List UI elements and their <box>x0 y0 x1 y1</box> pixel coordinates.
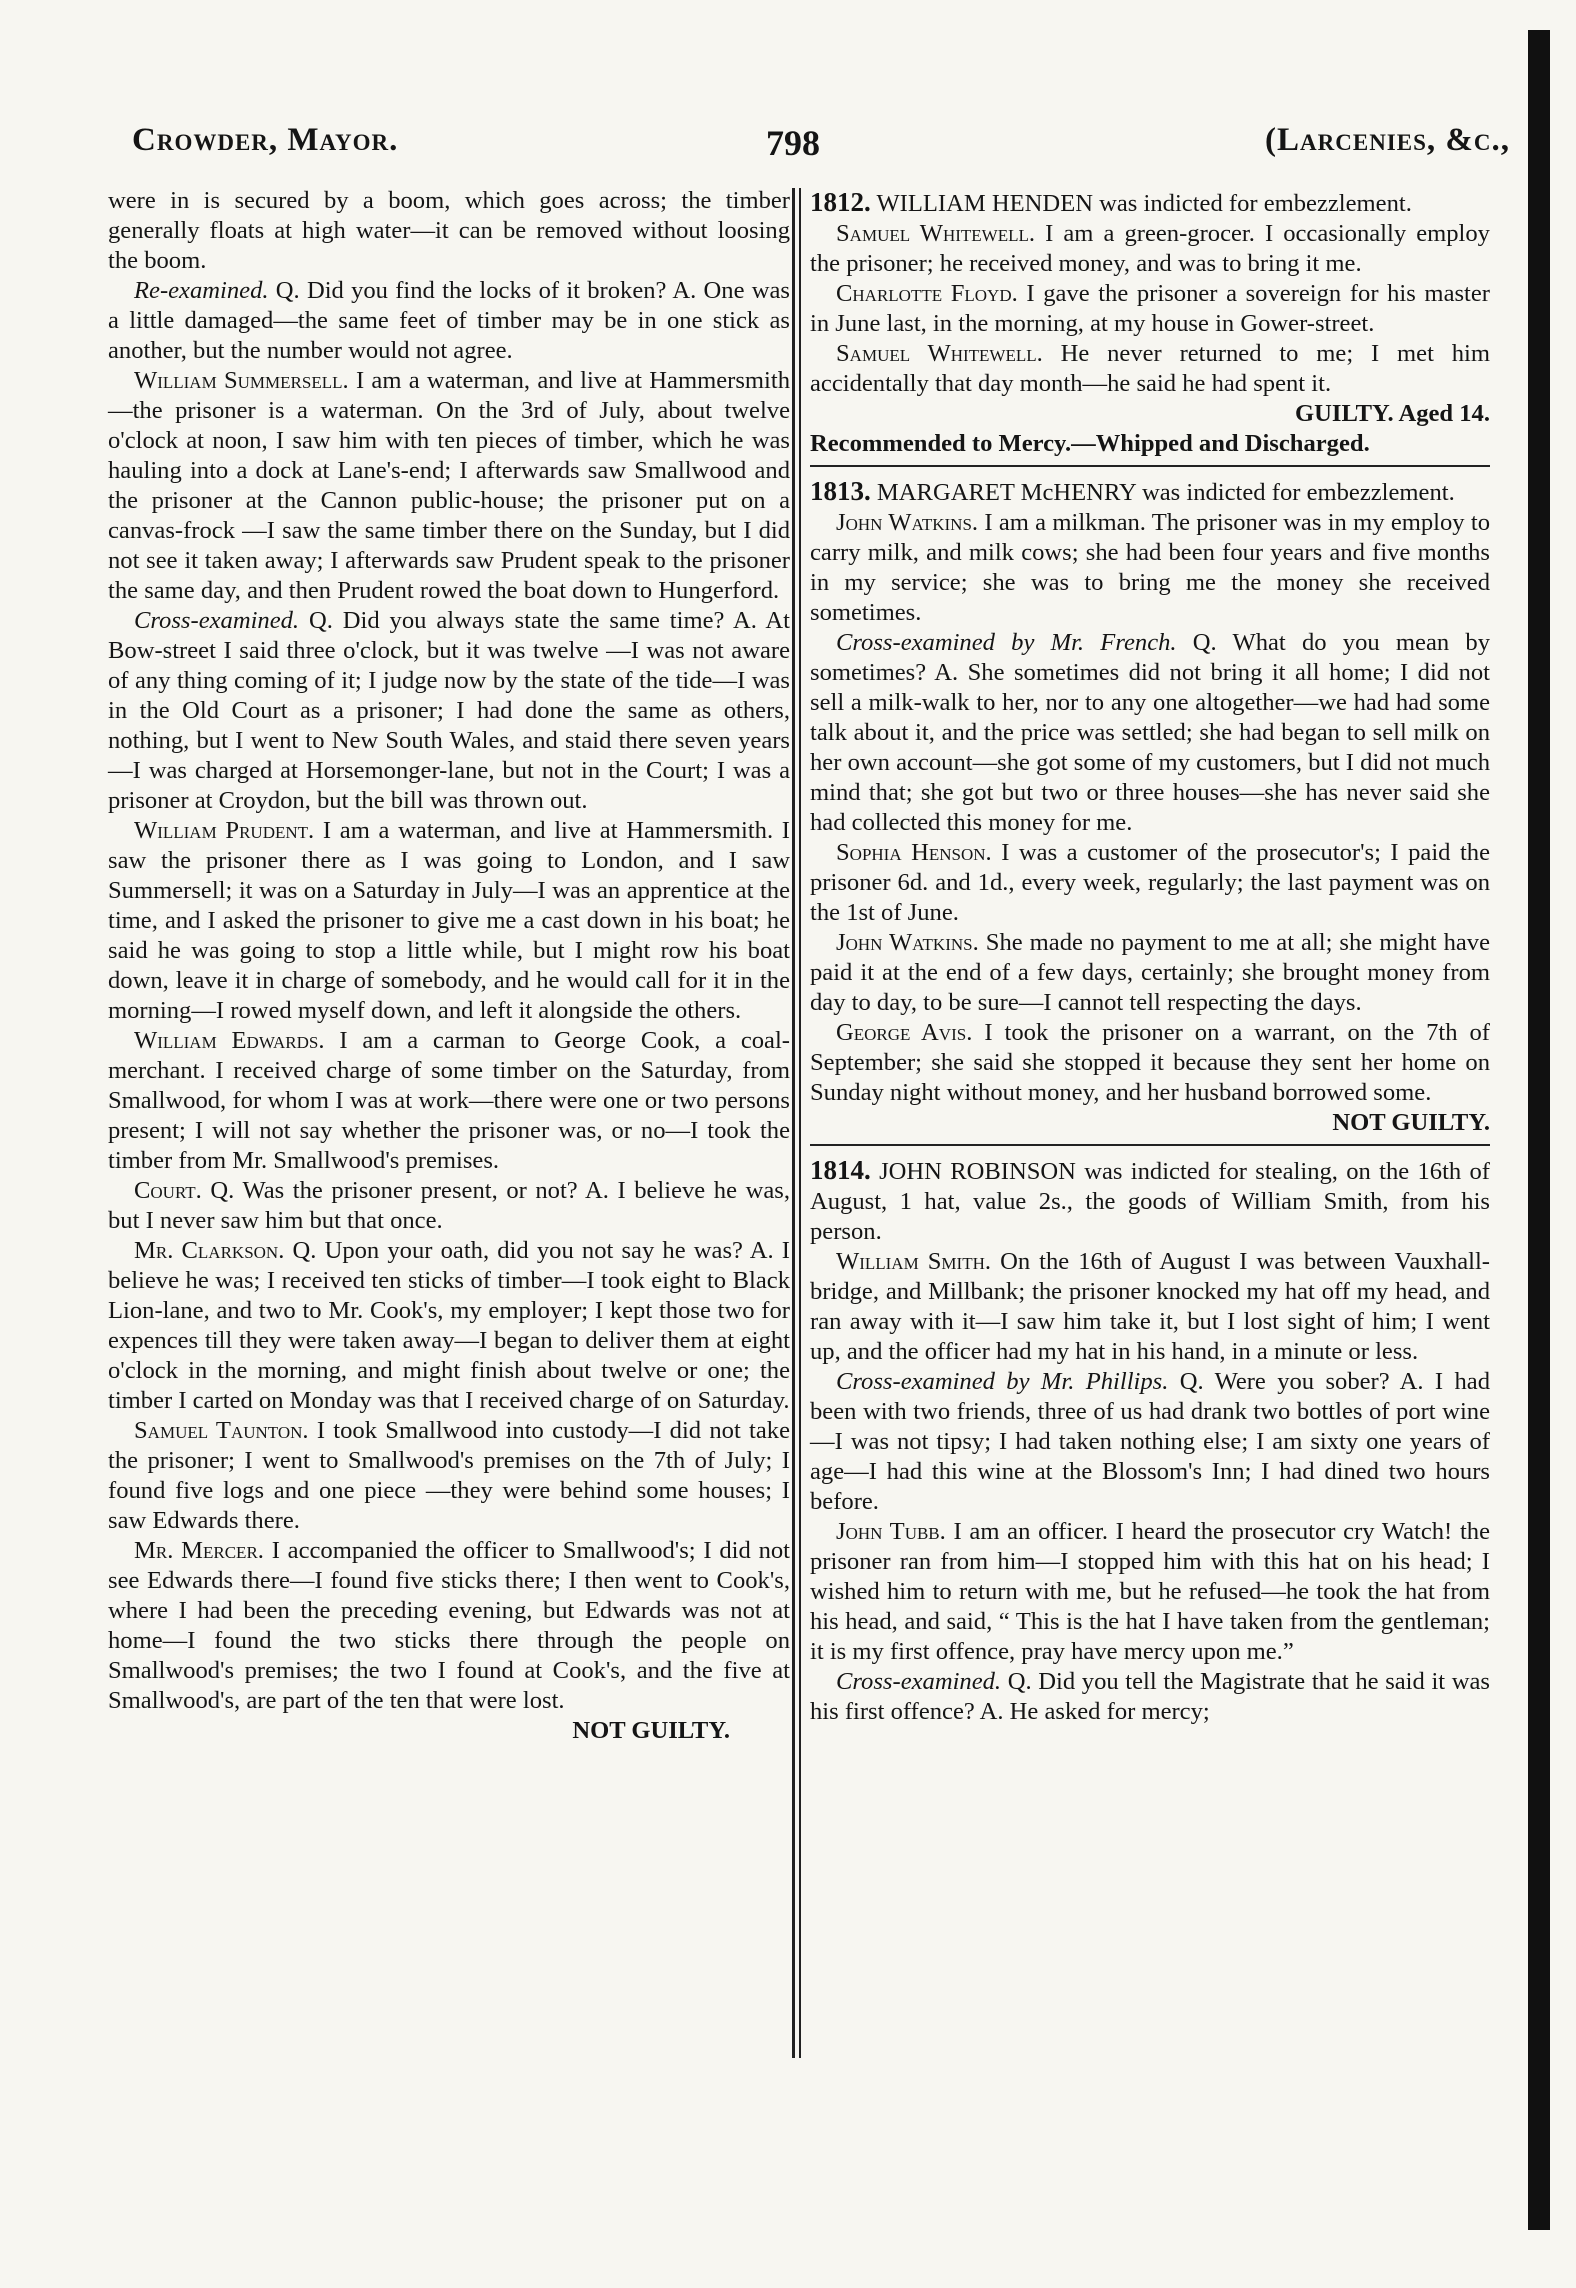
right-column <box>810 186 1490 1727</box>
testimony-paragraph <box>810 508 1490 628</box>
speaker-label: William Edwards. <box>134 1027 325 1054</box>
testimony-paragraph <box>810 838 1490 928</box>
paragraph-text: Q. Did you find the locks of it broken? A. One was a little damaged—the same feet of timber may be in one stick as another, but the number would not agree. <box>108 277 790 364</box>
testimony-paragraph <box>108 606 790 816</box>
paragraph-text: I am a waterman, and live at Hammersmith. I saw the prisoner there as I was going to London, and I saw Summersell; it was on a Saturday in July—I was an apprentice at the time, and I asked the prisoner to give me a cast down in his boat; he said he was going to stop a little while, but I might row his boat down, leave it in charge of somebody, and he would call for it in the morning—I rowed myself down, and left it alongside the others. <box>108 817 790 1024</box>
case-number: 1814. <box>810 1155 871 1185</box>
paragraph-text: Q. Was the prisoner present, or not? A. I believe he was, but I never saw him but that once. <box>108 1177 790 1234</box>
speaker-label: Samuel Whitewell. <box>836 220 1036 247</box>
paragraph-text: I accompanied the officer to Smallwood's; I did not see Edwards there—I found five sticks there; I then went to Cook's, where I had been the preceding evening, but Edwards was not at home—I found the two sticks there through the people on Smallwood's premises; the two I found at Cook's, and the five at Smallwood's, are part of the ten that were lost. <box>108 1537 790 1714</box>
speaker-label: William Prudent. <box>134 817 315 844</box>
speaker-label: John Watkins. <box>836 929 979 956</box>
paragraph-text: Q. Were you sober? A. I had been with two friends, three of us had drank two bottles of port wine—I was not tipsy; I had taken nothing else; I am sixty one years of age—I had this wine at the Blossom's Inn; I had dined two hours before. <box>810 1368 1490 1515</box>
paragraph-text: I gave the prisoner a sovereign for his master in June last, in the morning, at my house in Gower-street. <box>810 280 1490 337</box>
page-header <box>132 122 1510 178</box>
testimony-paragraph <box>108 1416 790 1536</box>
testimony-paragraph <box>810 279 1490 339</box>
speaker-label: Mr. Clarkson. <box>134 1237 285 1264</box>
testimony-paragraph <box>108 1536 790 1716</box>
verdict: GUILTY. Aged 14. <box>1295 400 1490 427</box>
testimony-paragraph <box>810 1517 1490 1667</box>
speaker-label: Court. <box>134 1177 202 1204</box>
speaker-label: Samuel Whitewell. <box>836 340 1043 367</box>
page-binding-edge <box>1528 30 1550 2230</box>
speaker-label: John Watkins. <box>836 509 979 536</box>
paragraph-text: I took Smallwood into custody—I did not take the prisoner; I went to Smallwood's premises on the 7th of July; I found five logs and one piece —they were behind some houses; I saw Edwards there. <box>108 1417 791 1534</box>
testimony-paragraph <box>108 186 790 276</box>
speaker-label: Cross-examined by Mr. Phillips. <box>836 1368 1169 1395</box>
testimony-paragraph <box>108 1176 790 1236</box>
speaker-label: Cross-examined. <box>836 1668 1002 1695</box>
speaker-label: Sophia Henson. <box>836 839 992 866</box>
column-rule <box>799 188 801 2058</box>
testimony-paragraph <box>810 1247 1490 1367</box>
testimony-paragraph <box>810 1367 1490 1517</box>
running-head-right: (Larcenies, &c., <box>1265 122 1510 158</box>
running-head-left: Crowder, Mayor. <box>132 122 399 158</box>
speaker-label: Samuel Taunton. <box>134 1417 309 1444</box>
testimony-paragraph <box>810 1667 1490 1727</box>
testimony-paragraph <box>108 1236 790 1416</box>
sentence: Recommended to Mercy.—Whipped and Discharged. <box>810 430 1370 457</box>
paragraph-text: Q. Did you tell the Magistrate that he said it was his first offence? A. He asked for mercy; <box>810 1668 1490 1725</box>
case-number: 1812. <box>810 187 871 217</box>
paragraph-text: I am a green-grocer. I occasionally employ the prisoner; he received money, and was to bring it me. <box>810 220 1490 277</box>
case-number: 1813. <box>810 476 871 506</box>
speaker-label: William Smith. <box>836 1248 992 1275</box>
left-column <box>108 186 790 1746</box>
speaker-label: Cross-examined by Mr. French. <box>836 629 1177 656</box>
paragraph-text: On the 16th of August I was between Vauxhall-bridge, and Millbank; the prisoner knocked my hat off my head, and ran away with it—I saw him take it, but I lost sight of him; I went up, and the officer had my hat in his hand, in a minute or less. <box>810 1248 1490 1365</box>
testimony-paragraph <box>108 816 790 1026</box>
case-separator <box>810 465 1490 467</box>
testimony-paragraph <box>108 366 790 606</box>
verdict: NOT GUILTY. <box>572 1717 730 1744</box>
testimony-paragraph <box>108 1026 790 1176</box>
paragraph-text: I am a milkman. The prisoner was in my employ to carry milk, and milk cows; she had been four years and five months in my service; she was to bring me the money she received sometimes. <box>810 509 1491 626</box>
paragraph-text: He never returned to me; I met him accidentally that day month—he said he had spent it. <box>810 340 1491 397</box>
speaker-label: Mr. Mercer. <box>134 1537 264 1564</box>
paragraph-text: She made no payment to me at all; she might have paid it at the end of a few days, certainly; she brought money from day to day, to be sure—I cannot tell respecting the days. <box>810 929 1491 1016</box>
paragraph-text: I am a waterman, and live at Hammersmith—the prisoner is a waterman. On the 3rd of July, about twelve o'clock at noon, I saw him with ten pieces of timber, which he was hauling into a dock at Lane's-end; I afterwards saw Smallwood and the prisoner at the Cannon public-house; the prisoner put on a canvas-frock —I saw the same timber there on the Sunday, but I did not see it taken away; I afterwards saw Prudent speak to the prisoner the same day, and then Prudent rowed the boat down to Hungerford. <box>108 367 791 604</box>
paragraph-text: I took the prisoner on a warrant, on the 7th of September; she said she stopped it because they sent her home on Sunday night without money, and her husband borrowed some. <box>810 1019 1490 1106</box>
speaker-label: John Tubb. <box>836 1518 946 1545</box>
testimony-paragraph <box>810 928 1490 1018</box>
testimony-paragraph <box>108 276 790 366</box>
case-title: WILLIAM HENDEN was indicted for embezzlement. <box>876 190 1412 217</box>
column-rule <box>792 188 795 2058</box>
case-separator <box>810 1144 1490 1146</box>
speaker-label: Re-examined. <box>134 277 269 304</box>
speaker-label: George Avis. <box>836 1019 973 1046</box>
paragraph-text: Q. Upon your oath, did you not say he was? A. I believe he was; I received ten sticks of timber—I took eight to Black Lion-lane, and two to Mr. Cook's, my employer; I kept those two for expences till they were taken away—I began to deliver them at eight o'clock in the morning, and might finish about twelve or one; the timber I carted on Monday was that I received charge of on Saturday. <box>108 1237 790 1414</box>
testimony-paragraph <box>810 219 1490 279</box>
testimony-paragraph <box>810 1018 1490 1108</box>
page-number: 798 <box>766 123 820 163</box>
case-heading <box>810 186 1490 219</box>
paragraph-text: Q. Did you always state the same time? A. At Bow-street I said three o'clock, but it was twelve —I was not aware of any thing coming of it; I judge now by the state of the tide—I was in the Old Court as a prisoner; I had done the same as others, nothing, but I went to New South Wales, and staid there seven years—I was charged at Horsemonger-lane, but not in the Court; I was a prisoner at Croydon, but the bill was thrown out. <box>108 607 790 814</box>
speaker-label: William Summersell. <box>134 367 349 394</box>
case-heading <box>810 1154 1490 1247</box>
speaker-label: Cross-examined. <box>134 607 300 634</box>
case-title: JOHN ROBINSON was indicted for stealing, on the 16th of August, 1 hat, value 2s., the goods of William Smith, from his person. <box>810 1158 1490 1245</box>
paragraph-text: I am an officer. I heard the prosecutor cry Watch! the prisoner ran from him—I stopped him with this hat on his head; I wished him to return with me, but he refused—he took the hat from his head, and said, “ This is the hat I have taken from the gentleman; it is my first offence, pray have mercy upon me.” <box>810 1518 1490 1665</box>
case-title: MARGARET McHENRY was indicted for embezzlement. <box>876 479 1455 506</box>
testimony-paragraph <box>810 628 1490 838</box>
verdict: NOT GUILTY. <box>1332 1109 1490 1136</box>
paragraph-text: I was a customer of the prosecutor's; I paid the prisoner 6d. and 1d., every week, regularly; the last payment was on the 1st of June. <box>810 839 1491 926</box>
speaker-label: Charlotte Floyd. <box>836 280 1018 307</box>
paragraph-text: I am a carman to George Cook, a coal-merchant. I received charge of some timber on the Saturday, from Smallwood, for whom I was at work—there were one or two persons present; I will not say whether the prisoner was, or no—I took the timber from Mr. Smallwood's premises. <box>108 1027 790 1174</box>
testimony-paragraph <box>810 339 1490 399</box>
case-heading <box>810 475 1490 508</box>
paragraph-text: Q. What do you mean by sometimes? A. She sometimes did not bring it all home; I did not sell a milk-walk to her, nor to any one altogether—we had had some talk about it, and the price was settled; she had began to sell milk on her own account—she got some of my customers, but I did not much mind that; she got but two or three houses—she has never said she had collected this money for me. <box>810 629 1490 836</box>
paragraph-text: were in is secured by a boom, which goes across; the timber generally floats at high water—it can be removed without loosing the boom. <box>108 187 790 274</box>
